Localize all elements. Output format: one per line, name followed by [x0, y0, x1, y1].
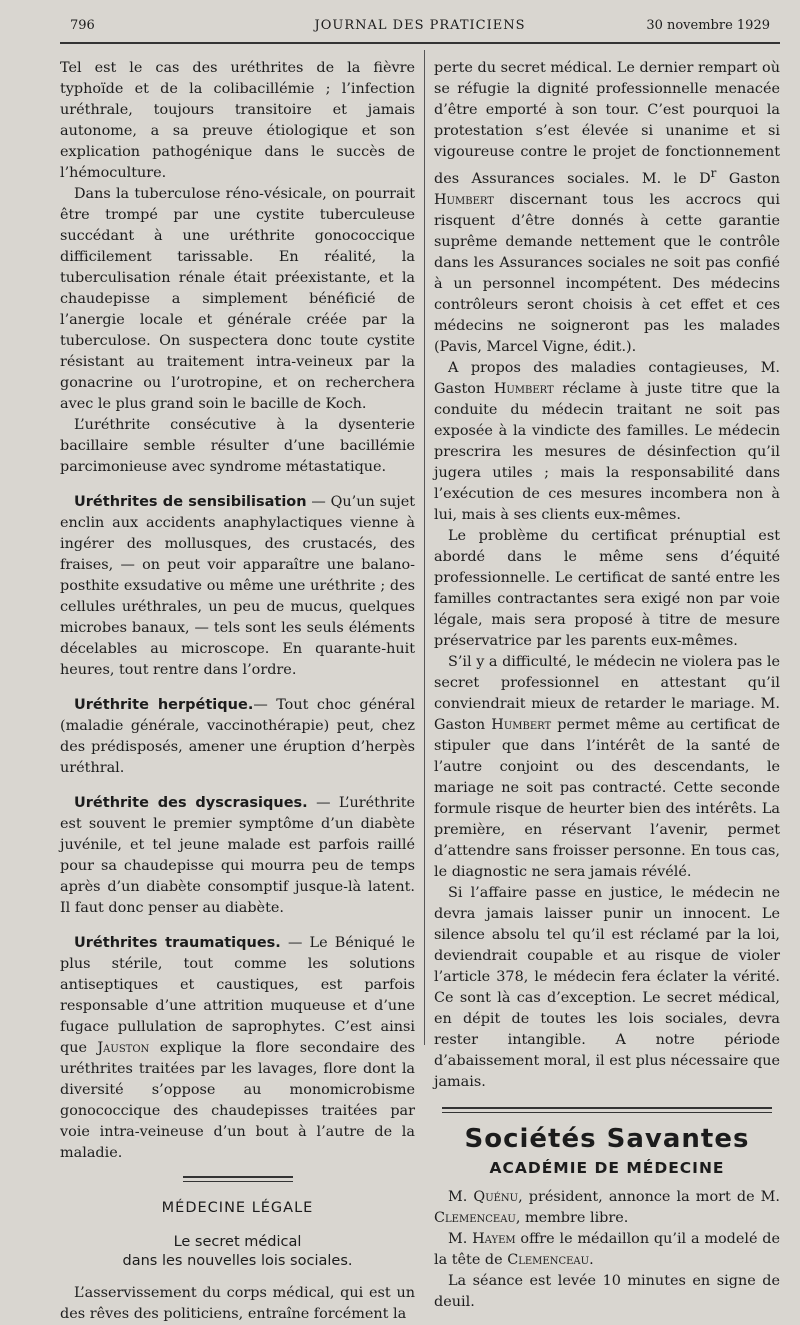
page-number: 796	[70, 18, 95, 33]
section-text: — Tout choc général (maladie générale, vaccinothérapie) peut, chez des prédisposés, amener une éruption d’herpès uréthral.	[60, 697, 415, 776]
section-heading: Uréthrite herpétique.	[74, 697, 254, 713]
paragraph: Le problème du certificat prénuptial est abordé dans le même sens d’équité professionnelle. Le certificat de santé entre les familles contractantes sera exigé non par voie légale, mais sera proposé à titre de mesure préservatrice par les parents eux-mêmes.	[434, 527, 780, 649]
person-name: Clemenceau	[434, 1209, 516, 1226]
societes-title: Sociétés Savantes	[464, 1123, 750, 1154]
section-rule	[183, 1176, 293, 1182]
text-run: .	[589, 1251, 594, 1268]
text-run: réclame à juste titre que la conduite du médecin traitant ne soit pas exposée à la vindicte des familles. Le médecin prescrira les mesures de désinfection qu’il jugera utiles ; mais la responsabilité dans l’exécution de ces mesures incombera non à lui, mais à ses clients eux-mêmes.	[434, 380, 781, 523]
section-text: explique la flore secondaire des uréthrites traitées par les lavages, flore dont la diversité s’oppose au monomicrobisme gonococcique des chaudepisses traitées par voie intra-veineuse d’un bout à l’autre de la maladie.	[60, 1040, 415, 1161]
section-dyscrasiques	[60, 793, 415, 919]
section-heading: Uréthrites de sensibilisation	[74, 494, 307, 510]
paragraph: La séance est levée 10 minutes en signe de deuil.	[434, 1272, 780, 1310]
paragraph	[434, 652, 780, 883]
left-column	[60, 58, 415, 1325]
journal-title: JOURNAL DES PRATICIENS	[314, 18, 526, 33]
paragraph	[434, 1229, 780, 1271]
text-run: perte du secret médical. Le dernier rempart où se réfugie la dignité professionnelle menacée d’être emporté à son tour. C’est pourquoi la protestation s’est élevée si unanime et si vigoureuse contre le projet de fonctionnement des Assurances sociales. M. le D	[434, 60, 780, 187]
person-name: Quénu	[473, 1188, 519, 1205]
section-text: — Qu’un sujet enclin aux accidents anaphylactiques vienne à ingérer des mollusques, des crustacés, des fraises, — on peut voir apparaître une balano-posthite exsudative ou même une uréthrite ; des cellules uréthrales, un peu de mucus, quelques microbes banaux, — tels sont les seuls éléments décelables au microscope. En quarante-huit heures, tout rentre dans l’ordre.	[60, 494, 415, 678]
section-text: — L’uréthrite est souvent le premier symptôme d’un diabète juvénile, et tel jeune malade est parfois raillé pour sa chaudepisse qui mourra peu de temps après d’un diabète consomptif jusque-là latent. Il faut donc penser au diabète.	[60, 795, 416, 916]
section-sensibilisation	[60, 492, 415, 681]
article-title	[60, 1233, 415, 1271]
text-run: M.	[448, 1188, 474, 1205]
text-run: , président, annonce la mort de M.	[518, 1188, 780, 1205]
academie-title: ACADÉMIE DE MÉDECINE	[489, 1158, 725, 1177]
text-run: A propos des maladies contagieuses, M. Gaston	[434, 359, 780, 397]
paragraph	[434, 58, 780, 358]
superscript: r	[710, 166, 717, 180]
text-run: Gaston	[716, 170, 780, 187]
section-heading: Uréthrites traumatiques.	[74, 935, 281, 951]
person-name: Humbert	[491, 716, 552, 733]
text-run: discernant tous les accrocs qui risquent d’être donnés à cette garantie suprême demande nettement que le contrôle dans les Assurances sociales ne soit pas confié à un personnel incompétent. Des médecins contrôleurs seront choisis à cet effet et ces médecins ne soigneront pas les malades (Pavis, Marcel Vigne, édit.).	[434, 191, 780, 355]
article-title-line: dans les nouvelles lois sociales.	[122, 1253, 353, 1269]
column-divider	[424, 50, 425, 1045]
paragraph: Si l’affaire passe en justice, le médecin ne devra jamais laisser punir un innocent. Le silence absolu tel qu’il est réclamé par la loi, deviendrait coupable et au risque de violer l’article 378, le médecin fera éclater la vérité. Ce sont là cas d’exception. Le secret médical, en dépit de toutes les lois sociales, devra rester intangible. A notre période d’abaissement moral, il est plus nécessaire que jamais.	[434, 884, 780, 1090]
text-run: S’il y a difficulté, le médecin ne violera pas le secret professionnel en attestant qu’il conviendrait mieux de retarder le mariage. M. Gaston	[434, 653, 780, 733]
person-name: Hayem	[472, 1230, 516, 1247]
text-run: M.	[448, 1230, 473, 1247]
section-heading: Uréthrite des dyscrasiques.	[74, 795, 308, 811]
article-title-line: Le secret médical	[173, 1234, 302, 1250]
author-name: Jauston	[97, 1040, 150, 1056]
text-run: permet même au certificat de stipuler que dans l’intérêt de la santé de l’autre conjoint ou des descendants, le mariage ne soit pas contracté. Cette seconde formule risque de heurter bien des intérêts. La première, en réservant l’avenir, permet d’attendre sans froisser personne. En tous cas, le diagnostic ne sera jamais révélé.	[434, 716, 781, 880]
paragraph: L’asservissement du corps médical, qui est un des rêves des politiciens, entraîne forcément la	[60, 1285, 415, 1322]
section-traumatiques	[60, 933, 415, 1164]
header-rule	[60, 42, 780, 44]
text-run: , membre libre.	[515, 1209, 629, 1226]
paragraph	[434, 358, 780, 526]
section-herpetique	[60, 695, 415, 779]
person-name: Humbert	[493, 380, 554, 397]
page-header	[70, 18, 770, 40]
section-rule	[442, 1107, 772, 1113]
section-text: — Le Béniqué le plus stérile, tout comme les solutions antiseptiques et caustiques, est parfois responsable d’une attrition muqueuse et d’une fugace pullulation de saprophytes. C’est ainsi que	[60, 935, 415, 1056]
text-run: offre le médaillon qu’il a modelé de la tête de	[434, 1230, 780, 1268]
person-name: Humbert	[434, 191, 494, 208]
paragraph	[434, 1187, 780, 1229]
paragraph: Tel est le cas des uréthrites de la fièvre typhoïde et de la colibacillémie ; l’infection uréthrale, toujours transitoire et jamais autonome, a sa preuve étiologique et son explication pathogénique dans le succès de l’hémoculture.	[60, 60, 415, 181]
issue-date: 30 novembre 1929	[646, 18, 770, 33]
paragraph: Dans la tuberculose réno-vésicale, on pourrait être trompé par une cystite tuberculeuse succédant à une uréthrite gonococcique difficilement tarissable. En réalité, la tuberculisation rénale était préexistante, et la chaudepisse a simplement bénéficié de l’anergie locale et générale créée par la tuberculose. On suspectera donc toute cystite résistant au traitement intra-veineux par la gonacrine ou l’urotropine, et on recherchera avec le plus grand soin le bacille de Koch.	[60, 186, 415, 412]
rubric-title: MÉDECINE LÉGALE	[161, 1200, 314, 1216]
right-column	[434, 58, 780, 1313]
paragraph: L’uréthrite consécutive à la dysenterie bacillaire semble résulter d’une bacillémie parcimonieuse avec syndrome métastatique.	[60, 417, 415, 475]
person-name: Clemenceau	[507, 1251, 590, 1268]
